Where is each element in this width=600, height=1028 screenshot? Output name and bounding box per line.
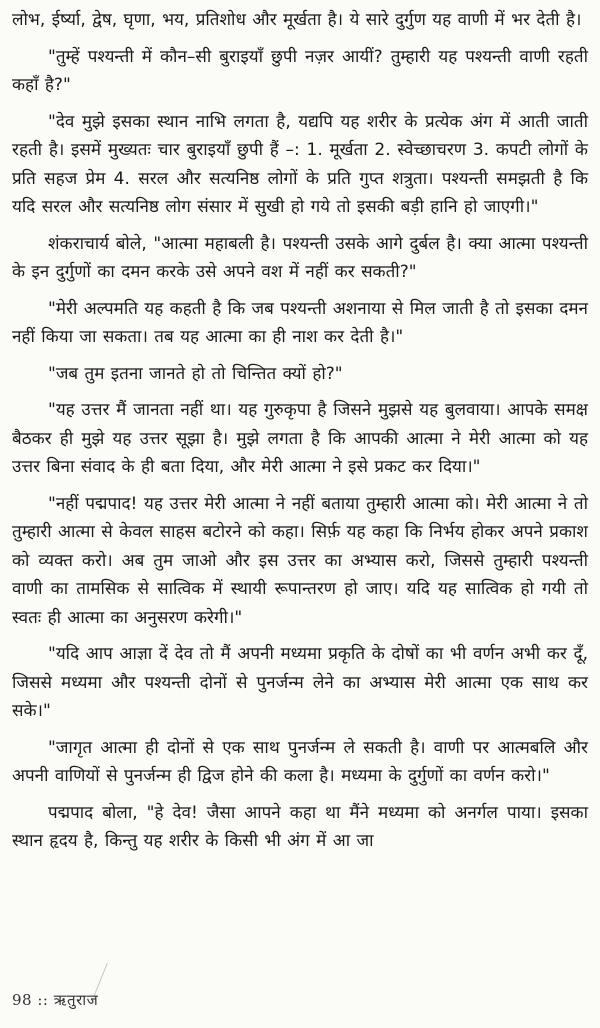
paragraph: "मेरी अल्पमति यह कहती है कि जब पश्यन्ती अशनाया से मिल जाती है तो इसका दमन नहीं किया जा सकता। तब यह आत्मा का ही नाश कर देती है।" [12,298,588,347]
paragraph: "जब तुम इतना जानते हो तो चिन्तित क्यों हो?" [48,363,343,384]
paragraph: "देव मुझे इसका स्थान नाभि लगता है, यद्यपि यह शरीर के प्रत्येक अंग में आती जाती रहती है। इसमें मुख्यतः चार बुराइयाँ छुपी हैं –: 1. मूर्खता 2. स्वेच्छाचरण 3. कपटी लोगों के प्रति सहज प्रेम 4. सरल और सत्यनिष्ठ लोगों के प्रति गुप्त शत्रुता। पश्यन्ती समझती है कि यदि सरल और सत्यनिष्ठ लोग संसार में सुखी हो गये तो इसकी बड़ी हानि हो जाएगी।" [12,111,588,217]
paragraph: "जागृत आत्मा ही दोनों से एक साथ पुनर्जन्म ले सकती है। वाणी पर आत्मबलि और अपनी वाणियों से पुनर्जन्म ही द्विज होने की कला है। मध्यमा के दुर्गुणों का वर्णन करो।" [12,737,588,786]
page-number: 98 [12,991,33,1009]
footer-separator: :: [37,991,49,1009]
paragraph: "तुम्हें पश्यन्ती में कौन–सी बुराइयाँ छुपी नज़र आयीं? तुम्हारी यह पश्यन्ती वाणी रहती कहाँ है?" [12,46,588,95]
book-title: ऋतुराज [53,991,99,1009]
paragraph: "यह उत्तर मैं जानता नहीं था। यह गुरुकृपा है जिसने मुझसे यह बुलवाया। आपके समक्ष बैठकर ही मुझे यह उत्तर सूझा है। मुझे लगता है कि आपकी आत्मा ने मेरी आत्मा को यह उत्तर बिना संवाद के ही बता दिया, और मेरी आत्मा ने इसे प्रकट कर दिया।" [12,400,588,477]
paragraph: शंकराचार्य बोले, "आत्मा महाबली है। पश्यन्ती उसके आगे दुर्बल है। क्या आत्मा पश्यन्ती के इन दुर्गुणों का दमन करके उसे अपने वश में नहीं कर सकती?" [12,233,588,282]
paragraph-continuation: लोभ, ईर्ष्या, द्वेष, घृणा, भय, प्रतिशोध और मूर्खता है। ये सारे दुर्गुण यह वाणी में भर देती है। [12,10,582,30]
paragraph: "यदि आप आज्ञा दें देव तो मैं अपनी मध्यमा प्रकृति के दोषों का भी वर्णन अभी कर दूँ, जिससे मध्यमा और पश्यन्ती दोनों से पुनर्जन्म लेने का अभ्यास मेरी आत्मा एक साथ कर सके।" [12,644,588,721]
paragraph: "नहीं पद्मपाद! यह उत्तर मेरी आत्मा ने नहीं बताया तुम्हारी आत्मा को। मेरी आत्मा ने तो तुम्हारी आत्मा से केवल साहस बटोरने को कहा। सिर्फ़ यह कहा कि निर्भय होकर अपने प्रकाश को व्यक्त करो। अब तुम जाओ और इस उत्तर का अभ्यास करो, जिससे तुम्हारी पश्यन्ती वाणी का तामसिक से सात्विक में स्थायी रूपान्तरण हो जाए। यदि यह सात्विक हो गयी तो स्वतः ही आत्मा का अनुसरण करेगी।" [12,493,588,628]
page-footer [12,990,98,1010]
paragraph: पद्मपाद बोला, "हे देव! जैसा आपने कहा था मैंने मध्यमा को अनर्गल पाया। इसका स्थान हृदय है, किन्तु यह शरीर के किसी भी अंग में आ जा [12,802,588,851]
